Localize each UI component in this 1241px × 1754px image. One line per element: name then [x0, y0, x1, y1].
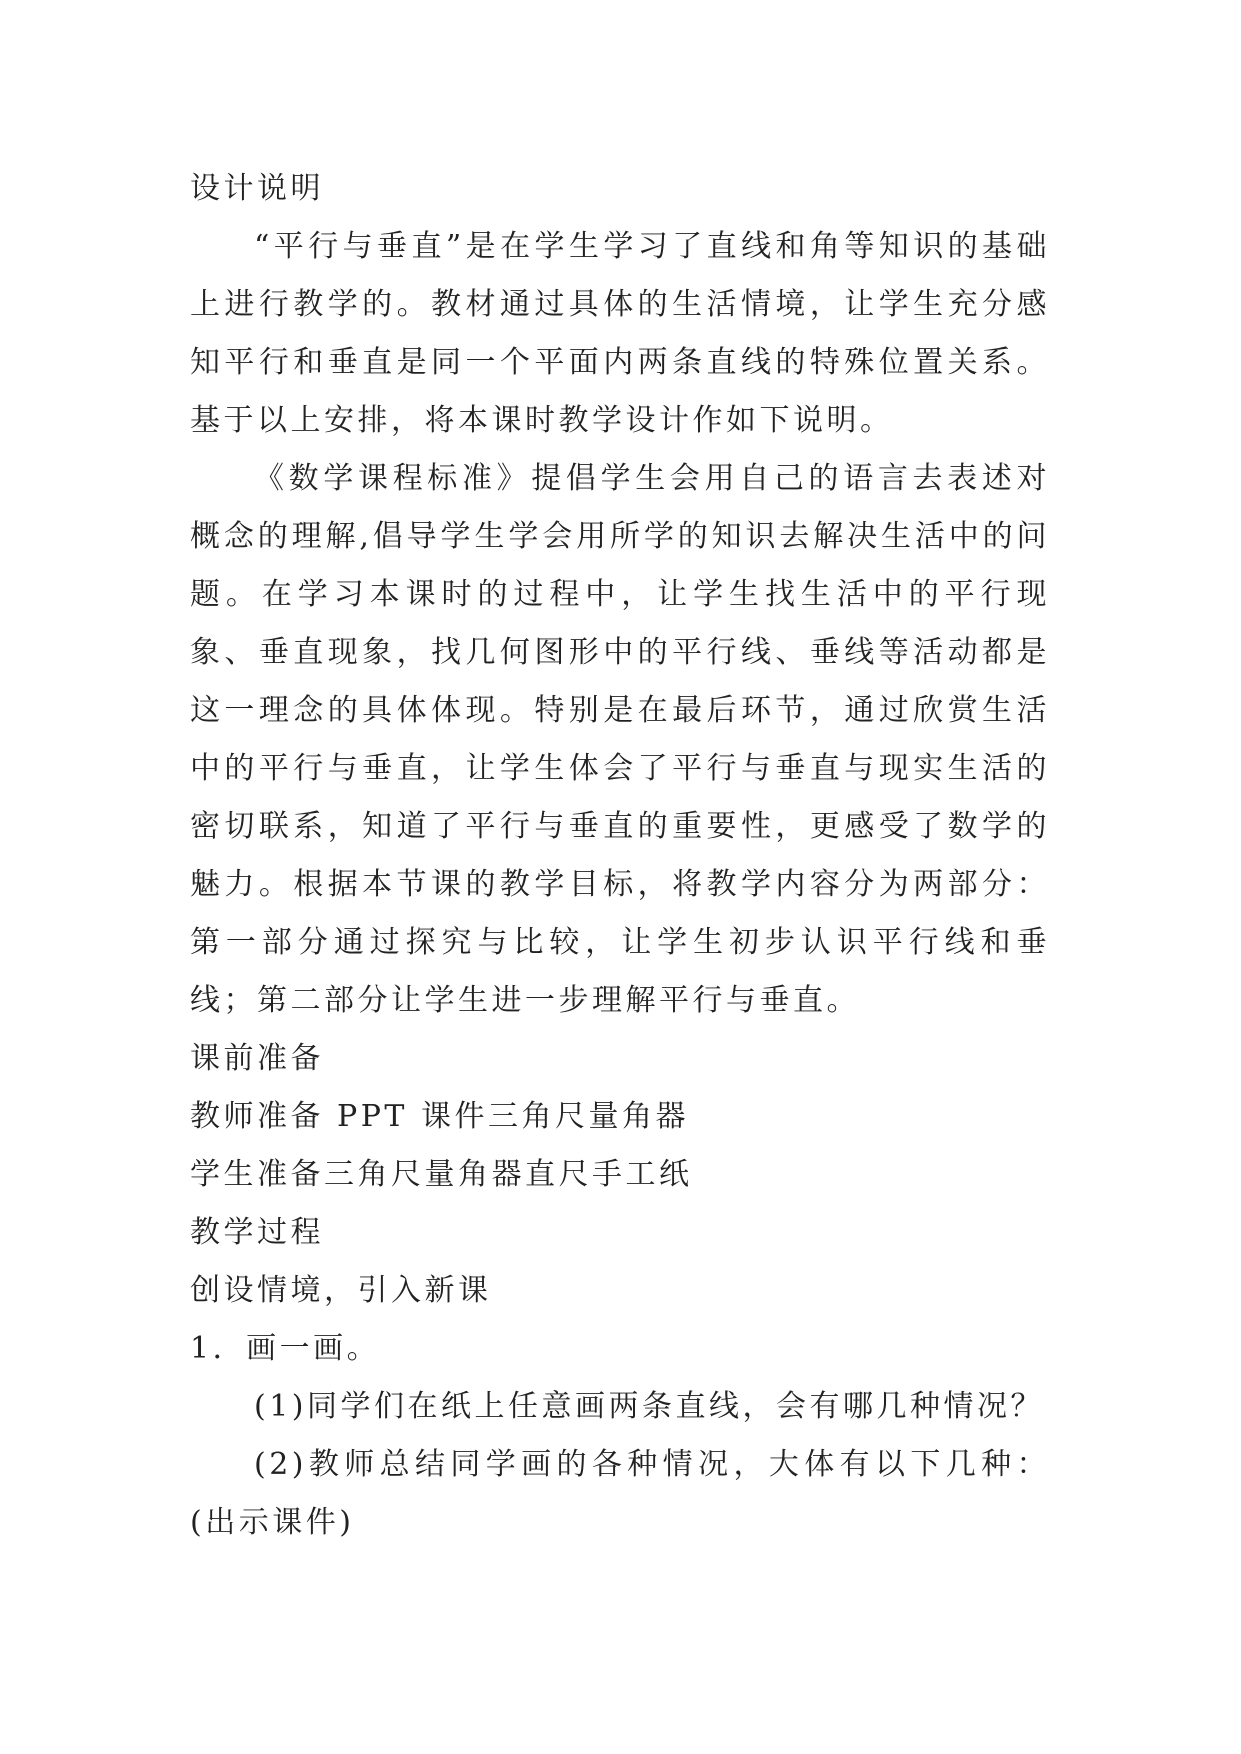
section-heading: 创设情境，引入新课	[190, 1273, 492, 1308]
sub-step-item: (1)同学们在纸上任意画两条直线，会有哪几种情况？	[254, 1389, 1044, 1424]
design-heading: 设计说明	[190, 171, 324, 206]
document-body	[190, 160, 1050, 1552]
teacher-prep: 教师准备 PPT 课件三角尺量角器	[190, 1099, 689, 1134]
sub-step-item: (2)教师总结同学画的各种情况，大体有以下几种：(出示课件)	[190, 1447, 1050, 1540]
prep-heading: 课前准备	[190, 1041, 324, 1076]
step-item: 1．画一画。	[190, 1331, 381, 1366]
process-heading: 教学过程	[190, 1215, 324, 1250]
paragraph-standards: 《数学课程标准》提倡学生会用自己的语言去表述对概念的理解,倡导学生学会用所学的知识去解决生活中的问题。在学习本课时的过程中，让学生找生活中的平行现象、垂直现象，找几何图形中的平行线、垂线等活动都是这一理念的具体体现。特别是在最后环节，通过欣赏生活中的平行与垂直，让学生体会了平行与垂直与现实生活的密切联系，知道了平行与垂直的重要性，更感受了数学的魅力。根据本节课的教学目标，将教学内容分为两部分：第一部分通过探究与比较，让学生初步认识平行线和垂线；第二部分让学生进一步理解平行与垂直。	[190, 461, 1050, 1018]
student-prep: 学生准备三角尺量角器直尺手工纸	[190, 1157, 693, 1192]
paragraph-intro: “平行与垂直”是在学生学习了直线和角等知识的基础上进行教学的。教材通过具体的生活情境，让学生充分感知平行和垂直是同一个平面内两条直线的特殊位置关系。基于以上安排，将本课时教学设计作如下说明。	[190, 229, 1050, 438]
